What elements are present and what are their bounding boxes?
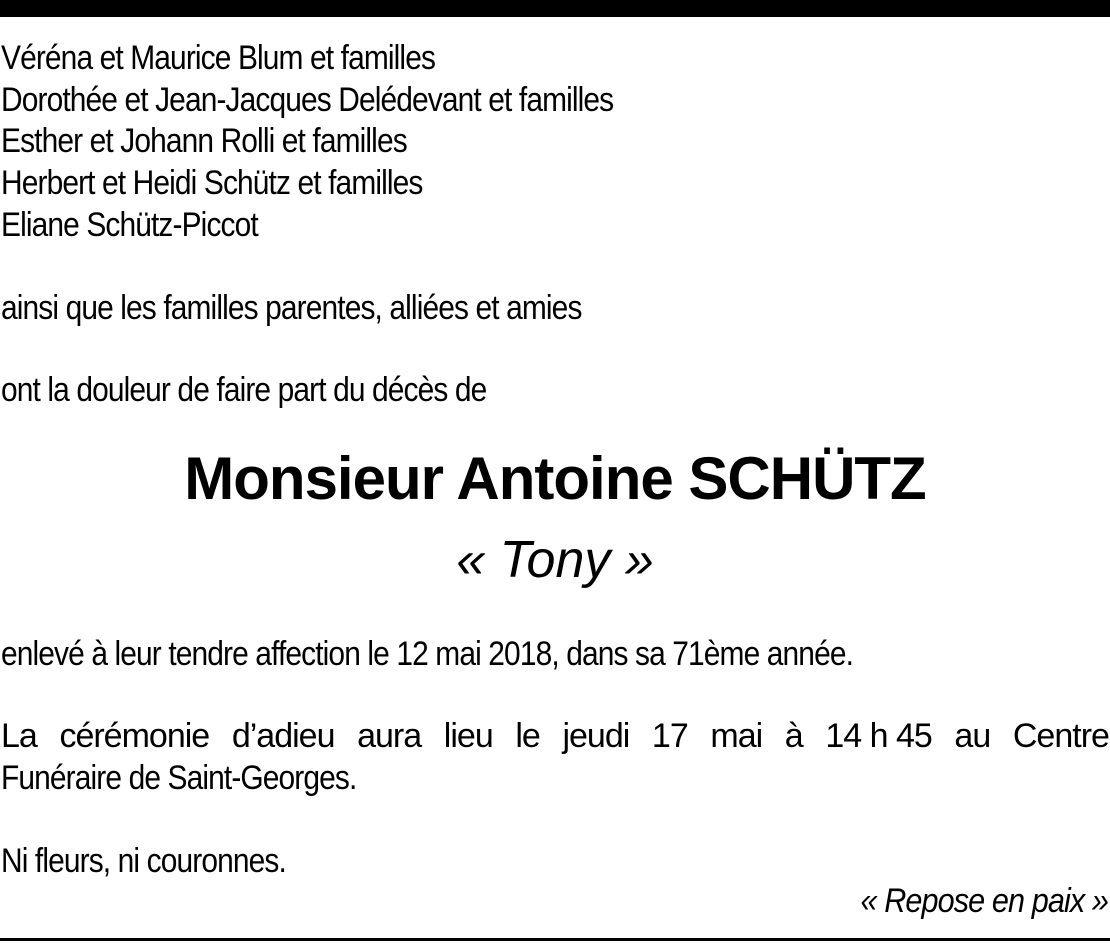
family-line-4: Herbert et Heidi Schütz et familles [1,164,423,202]
ceremony-word: Centre [1012,717,1109,755]
family-line-1: Véréna et Maurice Blum et familles [1,39,436,77]
relatives-line: ainsi que les familles parentes, alliées et amies [1,289,582,327]
ceremony-word: à [784,717,803,755]
ceremony-word: 17 [651,717,688,755]
deceased-name: Monsieur Antoine SCHÜTZ [184,445,926,512]
family-line-5: Eliane Schütz-Piccot [1,206,258,244]
ceremony-word: d’adieu [231,717,335,755]
ceremony-line-2: Funéraire de Saint-Georges. [1,759,357,797]
bottom-rule [0,938,1110,941]
ceremony-word: le [515,717,540,755]
top-rule [0,0,1110,17]
ceremony-word: jeudi [562,717,630,755]
ceremony-word: au [954,717,991,755]
farewell-text: « Repose en paix » [860,882,1108,920]
ceremony-word: aura [357,717,422,755]
flowers-line: Ni fleurs, ni couronnes. [1,842,286,880]
death-line: enlevé à leur tendre affection le 12 mai 2018, dans sa 71ème année. [1,635,854,673]
family-line-3: Esther et Johann Rolli et familles [1,122,407,160]
ceremony-line-1 [1,715,1109,757]
nickname: « Tony » [456,531,654,589]
ceremony-time: 14 h 45 [825,717,932,755]
ceremony-word: mai [710,717,763,755]
ceremony-word: La [1,717,37,755]
family-line-2: Dorothée et Jean-Jacques Delédevant et familles [1,81,614,119]
ceremony-word: cérémonie [59,717,210,755]
ceremony-word: lieu [443,717,493,755]
announcement-line: ont la douleur de faire part du décès de [1,371,487,409]
